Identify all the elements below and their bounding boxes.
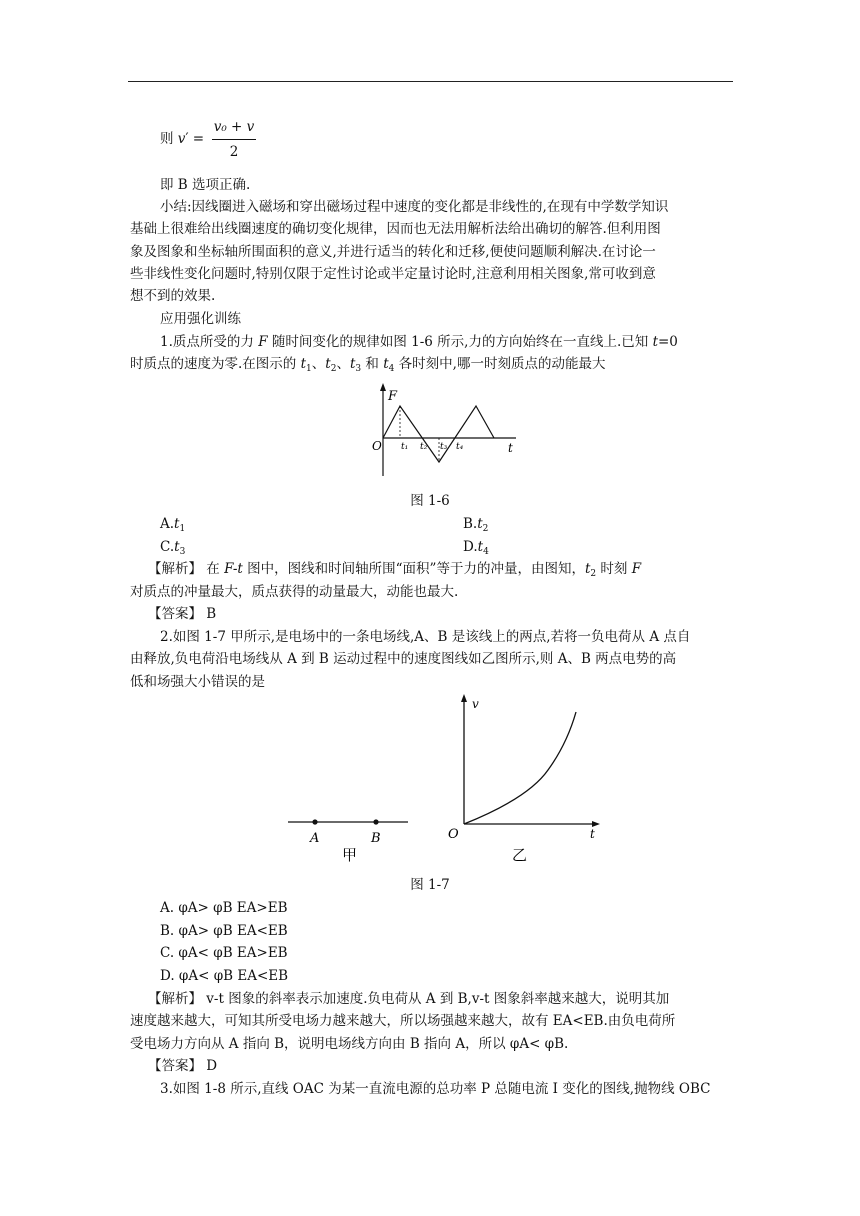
figure-1-7 — [284, 690, 610, 868]
f-axis-arrow — [380, 383, 386, 391]
summary-line: 些非线性变化问题时,特别仅限于定性讨论或半定量讨论时,注意利用相关图象,常可收到意 — [130, 266, 656, 282]
q1-sub: 4 — [388, 364, 395, 374]
answer-tag: 【答案】 — [148, 1058, 202, 1074]
q1-var: t — [325, 356, 331, 372]
answer-value: B — [202, 606, 217, 622]
q1-var: t — [300, 356, 307, 372]
point-b — [373, 819, 378, 824]
option-label: B. — [463, 516, 478, 532]
option-sub: 4 — [483, 547, 489, 557]
analysis-var: t — [584, 561, 591, 577]
option-c: C. φA< φB EA>EB — [160, 945, 288, 961]
q2-line: 低和场强大小错误的是 — [130, 674, 265, 690]
option-b: B. φA> φB EA<EB — [160, 923, 288, 939]
tick-label: t₄ — [456, 442, 464, 452]
q1-text: 随时间变化的规律如图 1-6 所示,力的方向始终在一直线上.已知 — [271, 334, 649, 350]
q1-text: 各时刻中,哪一时刻质点的动能最大 — [398, 356, 606, 372]
option-var: t — [174, 516, 180, 532]
q1-sub: 1 — [306, 364, 312, 374]
option-label: C. — [160, 539, 175, 555]
figure-label-jia: 甲 — [342, 846, 358, 864]
t-axis-label: t — [590, 827, 595, 841]
q2-analysis-cont: 速度越来越大，可知其所受电场力越来越大，所以场强越来越大，故有 EA<EB.由负电荷所 — [130, 1013, 676, 1029]
answer-value: D — [202, 1058, 218, 1074]
q1-text: 1.质点所受的力 — [160, 334, 254, 350]
q1-line: 时质点的速度为零.在图示的 $t_1$、$t_2$、$t_3$ 和 $t_4$ 各时刻中,哪一时刻质点的动能最大 — [130, 356, 606, 374]
q1-var: t — [652, 334, 658, 350]
q2-analysis-cont: 受电场力方向从 A 指向 B，说明电场线方向由 B 指向 A，所以 φA< φB. — [130, 1036, 569, 1052]
q1-analysis-cont: 对质点的冲量最大，质点获得的动量最大，动能也最大. — [130, 584, 459, 600]
q1-sub: 2 — [330, 364, 337, 374]
t-axis-label: t — [508, 441, 513, 455]
analysis-text: 图中，图线和时间轴所围“面积”等于力的冲量，由图知， — [242, 561, 585, 577]
option-label: D. — [463, 539, 478, 555]
q1-text: 时质点的速度为零.在图示的 — [130, 356, 297, 372]
q2-answer — [148, 1055, 753, 1077]
tick-label: t₃ — [440, 442, 448, 452]
formula-var: v — [177, 131, 186, 147]
analysis-text: 在 — [202, 561, 225, 577]
q2-line: 2.如图 1-7 甲所示,是电场中的一条电场线,A、B 是该线上的两点,若将一负电荷从 A 点自 — [160, 629, 691, 645]
q1-text: =0 — [658, 334, 678, 350]
summary-line: 基础上很难给出线圈速度的确切变化规律，因而也无法用解析法给出确切的解答.但利用图 — [130, 221, 661, 237]
analysis-text: 时刻 — [596, 561, 632, 577]
q1-var: t — [383, 356, 389, 372]
option-d — [463, 536, 860, 558]
option-b — [463, 513, 860, 535]
point-a — [312, 819, 317, 824]
point-a-label: A — [310, 831, 320, 846]
v-axis-arrow — [461, 694, 467, 702]
q1-sub: 3 — [355, 364, 362, 374]
option-sub: 1 — [179, 524, 186, 534]
analysis-var: F-t — [224, 561, 243, 577]
f-axis-label: F — [388, 389, 398, 404]
figure-label-yi: 乙 — [512, 846, 528, 864]
analysis-var: F — [631, 561, 642, 577]
option-label: A. — [160, 516, 175, 532]
q1-var: F — [258, 334, 268, 350]
q1-analysis — [148, 558, 753, 580]
tick-label: t₁ — [401, 442, 409, 452]
figure-caption: 图 1-6 — [410, 493, 450, 509]
option-sub: 2 — [482, 524, 489, 534]
formula-prime: ′ = — [185, 131, 205, 147]
answer-tag: 【答案】 — [148, 606, 202, 622]
summary-line: 想不到的效果. — [130, 288, 216, 304]
header-rule — [128, 81, 733, 82]
analysis-text: v-t 图象的斜率表示加速度.负电荷从 A 到 B,v-t 图象斜率越来越大，说明其加 — [202, 991, 670, 1007]
q1-var: t — [349, 356, 356, 372]
fraction-bar — [212, 139, 256, 140]
origin-label: O — [372, 439, 382, 453]
tick-label: t₂ — [420, 442, 428, 452]
q3-line: 3.如图 1-8 所示,直线 OAC 为某一直流电源的总功率 P 总随电流 I 变化的图线,抛物线 OBC — [160, 1081, 711, 1097]
summary-line: 象及图象和坐标轴所围面积的意义,并进行适当的转化和迁移,便使问题顺利解决.在讨论一 — [130, 244, 656, 260]
option-var: t — [477, 539, 484, 555]
q1-answer — [148, 603, 753, 625]
v-axis-label: v — [472, 697, 479, 711]
fraction-denominator: 2 — [229, 144, 239, 160]
velocity-curve — [464, 712, 576, 824]
origin-label: O — [448, 827, 459, 842]
q2-analysis — [148, 988, 753, 1010]
summary-line: 小结:因线圈进入磁场和穿出磁场过程中速度的变化都是非线性的,在现有中学数学知识 — [160, 199, 669, 215]
analysis-tag: 【解析】 — [148, 991, 202, 1007]
option-a: A. φA> φB EA>EB — [160, 900, 288, 916]
option-var: t — [174, 539, 180, 555]
q1-text: 和 — [365, 356, 379, 372]
option-sub: 3 — [179, 547, 186, 557]
q1-line — [160, 331, 765, 353]
fraction-numerator: v₀ + v — [213, 119, 255, 135]
conclusion-text: 即 B 选项正确. — [160, 177, 251, 193]
formula-prefix: 则 — [160, 131, 174, 147]
q2-line: 由释放,负电荷沿电场线从 A 到 B 运动过程中的速度图线如乙图所示,则 A、B 两点电势的高 — [130, 651, 677, 667]
analysis-sub: 2 — [590, 569, 597, 579]
option-d: D. φA< φB EA<EB — [160, 968, 289, 984]
figure-1-6 — [368, 380, 520, 480]
section-heading: 应用强化训练 — [160, 311, 241, 327]
point-b-label: B — [371, 831, 381, 846]
figure-caption: 图 1-7 — [410, 877, 450, 893]
formula-fraction — [212, 117, 256, 162]
option-var: t — [477, 516, 483, 532]
analysis-tag: 【解析】 — [148, 561, 202, 577]
